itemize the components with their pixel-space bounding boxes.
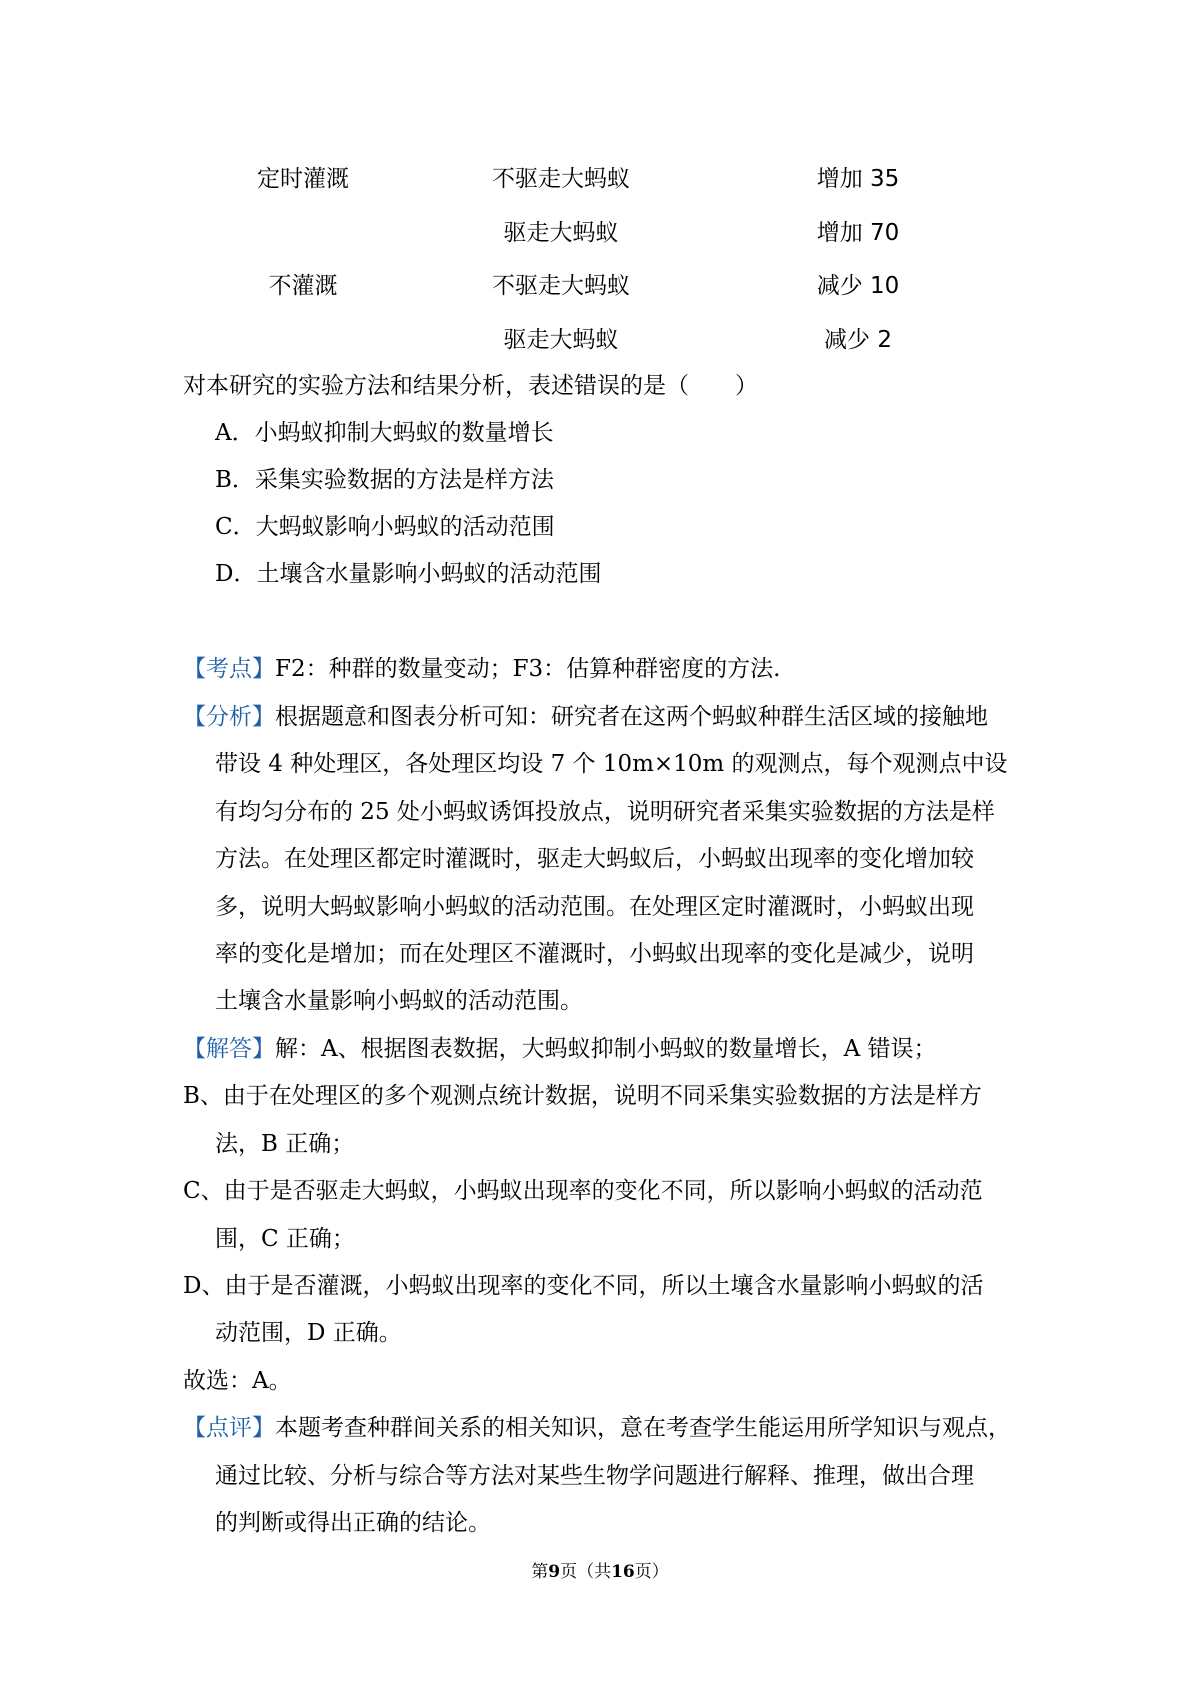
fenxi-tag: 【分析】 — [183, 704, 275, 730]
change-cell: 增加 35 — [816, 166, 900, 192]
fenxi-text: 方法。在处理区都定时灌溉时，驱走大蚂蚁后，小蚂蚁出现率的变化增加较 — [215, 846, 974, 872]
option-c: C．大蚂蚁影响小蚂蚁的活动范围 — [215, 514, 555, 540]
fenxi-line — [183, 702, 988, 732]
jieda-text: 动范围，D 正确。 — [215, 1320, 402, 1346]
kaodian-text: F2：种群的数量变动；F3：估算种群密度的方法. — [275, 656, 781, 682]
ant-cell: 不驱走大蚂蚁 — [492, 166, 630, 192]
jieda-line — [183, 1034, 937, 1064]
footer-suffix: 页） — [634, 1562, 669, 1582]
kaodian-line — [183, 654, 781, 684]
option-b: B．采集实验数据的方法是样方法 — [215, 467, 554, 493]
ant-cell: 驱走大蚂蚁 — [503, 327, 619, 353]
dianping-line — [183, 1413, 1011, 1443]
fenxi-text: 带设 4 种处理区，各处理区均设 7 个 10m×10m 的观测点，每个观测点中设 — [215, 751, 1008, 777]
ant-cell: 驱走大蚂蚁 — [503, 220, 619, 246]
dianping-text: 的判断或得出正确的结论。 — [215, 1510, 491, 1536]
table-row — [0, 321, 1200, 361]
treatment-cell: 不灌溉 — [268, 273, 338, 299]
dianping-text: 本题考查种群间关系的相关知识，意在考查学生能运用所学知识与观点， — [275, 1415, 1011, 1441]
jieda-text: 法，B 正确； — [215, 1131, 355, 1157]
jieda-text: 围，C 正确； — [215, 1226, 355, 1252]
treatment-cell: 定时灌溉 — [257, 166, 349, 192]
option-a: A．小蚂蚁抑制大蚂蚁的数量增长 — [215, 420, 554, 446]
table-row — [0, 267, 1200, 307]
jieda-text: D、由于是否灌溉，小蚂蚁出现率的变化不同，所以土壤含水量影响小蚂蚁的活 — [183, 1273, 984, 1299]
answer-line: 故选：A。 — [183, 1368, 292, 1394]
fenxi-text: 根据题意和图表分析可知：研究者在这两个蚂蚁种群生活区域的接触地 — [275, 704, 988, 730]
fenxi-text: 率的变化是增加；而在处理区不灌溉时，小蚂蚁出现率的变化是减少，说明 — [215, 941, 974, 967]
jieda-text: B、由于在处理区的多个观测点统计数据，说明不同采集实验数据的方法是样方 — [183, 1083, 982, 1109]
change-cell: 减少 2 — [824, 327, 892, 353]
page-footer — [0, 1557, 1200, 1582]
jieda-tag: 【解答】 — [183, 1036, 275, 1062]
table-row — [0, 214, 1200, 254]
change-cell: 减少 10 — [816, 273, 900, 299]
fenxi-text: 多，说明大蚂蚁影响小蚂蚁的活动范围。在处理区定时灌溉时，小蚂蚁出现 — [215, 894, 974, 920]
dianping-text: 通过比较、分析与综合等方法对某些生物学问题进行解释、推理，做出合理 — [215, 1463, 974, 1489]
dianping-tag: 【点评】 — [183, 1415, 275, 1441]
jieda-text: 解：A、根据图表数据，大蚂蚁抑制小蚂蚁的数量增长，A 错误； — [275, 1036, 937, 1062]
page-total: 16 — [611, 1562, 635, 1582]
option-d: D．土壤含水量影响小蚂蚁的活动范围 — [215, 561, 602, 587]
table-row — [0, 160, 1200, 200]
page-number: 9 — [548, 1562, 561, 1582]
jieda-text: C、由于是否驱走大蚂蚁，小蚂蚁出现率的变化不同，所以影响小蚂蚁的活动范 — [183, 1178, 983, 1204]
ant-cell: 不驱走大蚂蚁 — [492, 273, 630, 299]
change-cell: 增加 70 — [816, 220, 900, 246]
fenxi-text: 有均匀分布的 25 处小蚂蚁诱饵投放点，说明研究者采集实验数据的方法是样 — [215, 799, 995, 825]
footer-prefix: 第 — [531, 1562, 549, 1582]
footer-mid: 页（共 — [560, 1562, 612, 1582]
fenxi-text: 土壤含水量影响小蚂蚁的活动范围。 — [215, 988, 583, 1014]
kaodian-tag: 【考点】 — [183, 656, 275, 682]
question-stem: 对本研究的实验方法和结果分析，表述错误的是（ ） — [183, 373, 758, 399]
